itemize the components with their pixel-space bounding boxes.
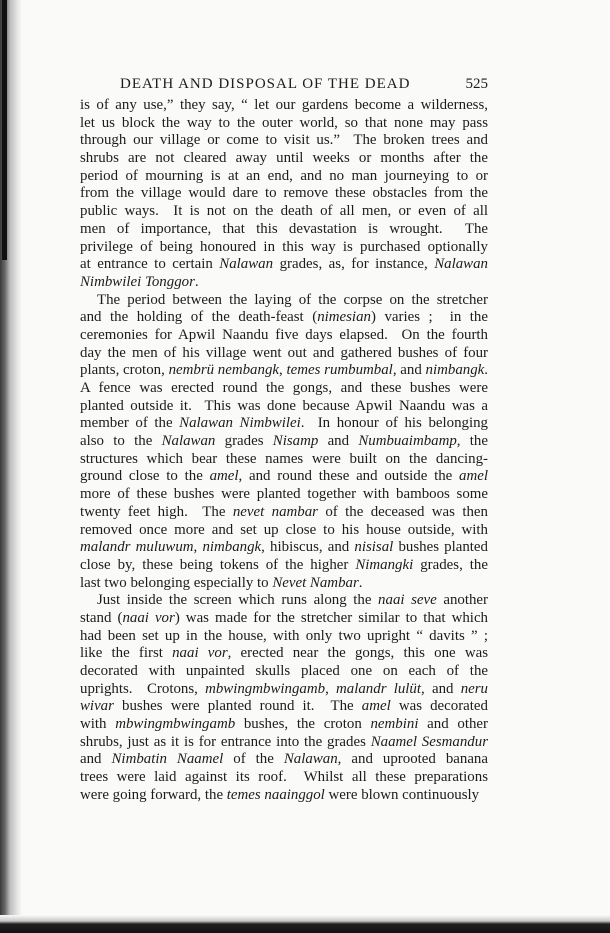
text-span: ) was made for the stretcher similar to that which [174, 609, 489, 626]
text-line [80, 468, 488, 486]
italic-term: Nimangki [355, 556, 414, 573]
italic-term: nimbangk [202, 539, 262, 556]
italic-term: temes rumbumbal [286, 362, 393, 379]
text-span: ) varies ; in the [370, 309, 488, 326]
text-line [80, 575, 488, 593]
text-span: bushes, the croton [235, 716, 371, 733]
text-line [80, 451, 488, 469]
text-line [80, 610, 488, 628]
scan-binding-shadow [2, 0, 7, 260]
running-header [80, 76, 488, 96]
text-span: plants, croton, [80, 362, 169, 379]
italic-term: Nalawan [434, 256, 488, 273]
italic-term: wivar [80, 698, 114, 715]
text-line [80, 486, 488, 504]
scan-bottom-edge [0, 915, 610, 933]
running-title: DEATH AND DISPOSAL OF THE DEAD [120, 76, 411, 92]
text-line [80, 274, 488, 292]
text-line [80, 734, 488, 752]
text-span: bushes were planted round it. The [113, 698, 362, 715]
text-line [80, 380, 488, 398]
italic-term: Nalawan Nimbwilei [179, 415, 301, 432]
italic-term: amel [361, 698, 391, 715]
text-span: close by, these being tokens of the higher [80, 556, 356, 573]
text-line [80, 698, 488, 716]
text-line [80, 769, 488, 787]
italic-term: Nimbatin Naamel [111, 751, 224, 768]
text-span: , [279, 362, 287, 379]
text-span: and [318, 433, 359, 450]
text-line [80, 327, 488, 345]
text-span: The period between the laying of the corpse on the stretcher [97, 291, 488, 308]
text-line [80, 239, 488, 257]
text-span: of the deceased was then [317, 503, 488, 520]
text-line [80, 203, 488, 221]
text-span: bushes planted [393, 539, 488, 556]
text-span: decorated with unpainted skulls placed one on each of the [80, 663, 488, 679]
text-line [80, 557, 488, 575]
text-line [80, 345, 488, 363]
text-span: , and [421, 680, 461, 697]
italic-term: naai vor [122, 609, 175, 626]
text-span: is of any use,” they say, “ let our gardens become a wilderness, [80, 97, 488, 113]
text-span: and the holding of the death-feast ( [80, 309, 318, 326]
text-span: stand ( [80, 609, 123, 626]
text-span: at entrance to certain [80, 256, 220, 273]
text-span: privilege of being honoured in this way is purchased optionally [80, 238, 488, 255]
italic-term: malandr muluwum [80, 539, 194, 556]
text-span: and other [418, 716, 488, 733]
text-span: trees were laid against its roof. Whilst all these preparations [80, 769, 488, 786]
text-span: , [193, 539, 203, 556]
text-line [80, 97, 488, 115]
italic-term: malandr lulüt [336, 680, 422, 697]
text-span: through our village or come to visit us.” The broken trees and [80, 132, 488, 149]
text-span: were going forward, the [80, 786, 227, 803]
text-span: let us block the way to the outer world, so that none may pass [80, 114, 488, 131]
italic-term: Nevet Nambar [272, 574, 359, 591]
text-span: removed once more and set up close to his house outside, with [80, 521, 488, 538]
text-span: like the first [80, 645, 173, 662]
text-span: , the [456, 433, 488, 450]
text-span: day the men of his village went out and gathered bushes of four [80, 344, 488, 361]
text-span: another [436, 592, 488, 609]
italic-term: nimbangk [425, 362, 485, 379]
text-line [80, 221, 488, 239]
italic-term: amel [209, 468, 239, 485]
italic-term: mbwingmbwingamb [115, 716, 236, 733]
italic-term: nembini [370, 716, 419, 733]
text-line [80, 787, 488, 805]
italic-term: Nimbwilei Tonggor [80, 273, 195, 290]
text-span: ground close to the [80, 468, 210, 485]
italic-term: naai seve [378, 592, 437, 609]
text-line [80, 150, 488, 168]
italic-term: naai vor [172, 645, 228, 662]
text-span: also to the [80, 433, 162, 450]
text-span: and [80, 751, 112, 768]
text-line [80, 522, 488, 540]
text-line [80, 628, 488, 646]
text-span: public ways. It is not on the death of all men, or even of all [80, 203, 488, 220]
italic-term: mbwingmbwingamb [205, 680, 326, 697]
italic-term: nisisal [354, 539, 394, 556]
text-span: shrubs, just as it is for entrance into the grades [80, 733, 371, 750]
text-span: period of mourning is at an end, and no man journeying to or [80, 167, 488, 184]
text-line [80, 751, 488, 769]
text-span: . In honour of his belonging [300, 415, 488, 432]
text-span: men of importance, that this devastation is wrought. The [80, 220, 488, 237]
text-span: uprights. Crotons, [80, 680, 206, 697]
text-span: ceremonies for Apwil Naandu five days elapsed. On the fourth [80, 326, 488, 343]
text-span: , erected near the gongs, this one was [227, 645, 489, 662]
text-line [80, 132, 488, 150]
text-span: from the village would dare to remove these obstacles from the [80, 185, 488, 202]
text-span: with [80, 716, 116, 733]
body-text [80, 97, 488, 805]
italic-term: temes naainggol [226, 786, 325, 803]
text-span: . [484, 362, 489, 379]
italic-term: neru [460, 680, 488, 697]
text-line [80, 663, 488, 681]
text-span: . [194, 273, 199, 290]
text-span: was decorated [390, 698, 488, 715]
text-span: A fence was erected round the gongs, and these bushes were [80, 380, 488, 396]
text-line [80, 256, 488, 274]
text-span: grades, the [413, 556, 488, 573]
text-span: , and [392, 362, 426, 379]
text-span: , and round these and outside the [238, 468, 460, 485]
text-span: shrubs are not cleared away until weeks or months after the [80, 150, 488, 167]
page-number: 525 [465, 76, 488, 92]
text-span: , and uprooted banana [337, 751, 488, 768]
text-span: of the [223, 751, 284, 768]
italic-term: Naamel Sesmandur [370, 733, 488, 750]
italic-term: nembrü nembangk [168, 362, 280, 379]
text-span: , hibiscus, and [261, 539, 355, 556]
text-span: structures which bear these names were built on the dancing- [80, 450, 488, 467]
text-line [80, 681, 488, 699]
text-span: . [358, 574, 363, 591]
text-line [80, 309, 488, 327]
text-span: planted outside it. This was done because Apwil Naandu was a [80, 397, 488, 414]
text-span: more of these bushes were planted together with bamboos some [80, 486, 488, 503]
text-span: last two belonging especially to [80, 574, 273, 591]
text-span: twenty feet high. The [80, 503, 233, 520]
italic-term: nimesian [317, 309, 371, 326]
italic-term: Nisamp [272, 433, 319, 450]
text-span: had been set up in the house, with only two upright “ davits ” ; [80, 627, 488, 644]
text-line [80, 185, 488, 203]
text-line [80, 168, 488, 186]
text-span: member of the [80, 415, 180, 432]
text-line [80, 362, 488, 380]
italic-term: nevet nambar [232, 503, 318, 520]
text-line [80, 398, 488, 416]
text-span: , [325, 680, 337, 697]
italic-term: Nalawan [219, 256, 274, 273]
text-line [80, 433, 488, 451]
text-span: Just inside the screen which runs along the [97, 592, 379, 609]
italic-term: Nalawan [283, 751, 338, 768]
text-span: were blown continuously [324, 786, 480, 803]
text-line [80, 716, 488, 734]
text-line [80, 415, 488, 433]
text-line [80, 115, 488, 133]
italic-term: Nalawan [161, 433, 216, 450]
text-line [80, 292, 488, 310]
text-line [80, 592, 488, 610]
text-span: grades [215, 433, 273, 450]
text-span: grades, as, for instance, [273, 256, 435, 273]
italic-term: amel [459, 468, 488, 485]
italic-term: Numbuaimbamp [358, 433, 457, 450]
text-line [80, 504, 488, 522]
text-line [80, 539, 488, 557]
text-line [80, 645, 488, 663]
